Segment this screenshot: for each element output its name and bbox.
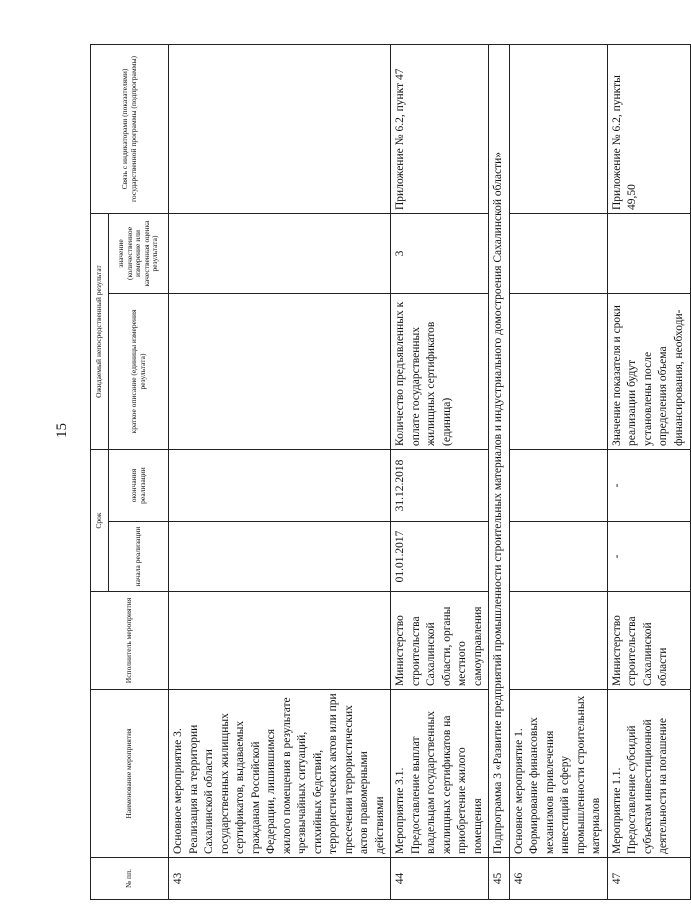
row-desc — [509, 294, 607, 450]
row-end: - — [607, 450, 690, 522]
subprogram-title: Подпрограмма 3 «Развитие предприятий промышленности строительных материалов и индустриального домостроения Сахалинской области» — [489, 45, 510, 858]
header-result-value: значение (количественное измерение или качественная оценка результата) — [109, 214, 169, 294]
row-start: - — [607, 522, 690, 592]
header-term-end: окончания реализации — [109, 450, 169, 522]
header-num: № пп. — [91, 858, 169, 900]
row-desc — [169, 294, 391, 450]
row-link — [169, 45, 391, 214]
header-result: Ожидаемый непосредственный результат — [91, 214, 109, 450]
row-executor — [509, 592, 607, 690]
row-executor — [169, 592, 391, 690]
row-value — [607, 214, 690, 294]
row-end: 31.12.2018 — [391, 450, 489, 522]
table-row — [391, 45, 489, 900]
row-name: Основное мероприятие 3. Реализация на территории Сахалинской области государственных жилищных сертификатов, выдаваемых гражданам Российской Федерации, лишившимся жилого помещения в результате чрезвычайных ситуаций, стихийных бедствий, террористических актов или при пресечении террористических актов правомерными действиями — [169, 690, 391, 858]
row-num: 47 — [607, 858, 690, 900]
table-row — [607, 45, 690, 900]
row-desc: Количество предъявленных к оплате государственных жилищных сертификатов (единица) — [391, 294, 489, 450]
row-num: 46 — [509, 858, 607, 900]
row-end — [169, 450, 391, 522]
header-result-desc: краткое описание (единицы измерения результата) — [109, 294, 169, 450]
measures-table — [90, 44, 691, 900]
row-num: 45 — [489, 858, 510, 900]
row-executor: Министерство строительства Сахалинской области — [607, 592, 690, 690]
row-start: 01.01.2017 — [391, 522, 489, 592]
page-number: 15 — [54, 423, 70, 438]
row-name: Мероприятие 1.1. Предоставление субсидий субъектам инвестиционной деятельности на погашение — [607, 690, 690, 858]
rotated-table-container — [90, 45, 685, 900]
row-name: Основное мероприятие 1. Формирование финансовых механизмов привлечения инвестиций в сферу промышленности строительных материалов — [509, 690, 607, 858]
table-row — [509, 45, 607, 900]
row-name: Мероприятие 3.1. Предоставление выплат владельцам государственных жилищных сертификатов на приобретение жилого помещения — [391, 690, 489, 858]
row-start — [169, 522, 391, 592]
header-term: Срок — [91, 450, 109, 592]
row-desc: Значение показателя и сроки реализации будут установлены после определения объема финансирования, необходи- — [607, 294, 690, 450]
row-num: 44 — [391, 858, 489, 900]
row-link: Приложение № 6.2, пункты 49,50 — [607, 45, 690, 214]
row-start — [509, 522, 607, 592]
header-link: Связь с индикаторами (показателями) государственной программы (подпрограммы) — [91, 45, 169, 214]
header-executor: Исполнитель мероприятия — [91, 592, 169, 690]
row-value — [509, 214, 607, 294]
row-executor: Министерство строительства Сахалинской области, органы местного самоуправления — [391, 592, 489, 690]
row-link: Приложение № 6.2, пункт 47 — [391, 45, 489, 214]
header-name: Наименование мероприятия — [91, 690, 169, 858]
row-value: 3 — [391, 214, 489, 294]
header-term-start: начала реализации — [109, 522, 169, 592]
row-link — [509, 45, 607, 214]
row-end — [509, 450, 607, 522]
row-value — [169, 214, 391, 294]
table-row — [169, 45, 391, 900]
row-num: 43 — [169, 858, 391, 900]
table-row — [489, 45, 510, 900]
